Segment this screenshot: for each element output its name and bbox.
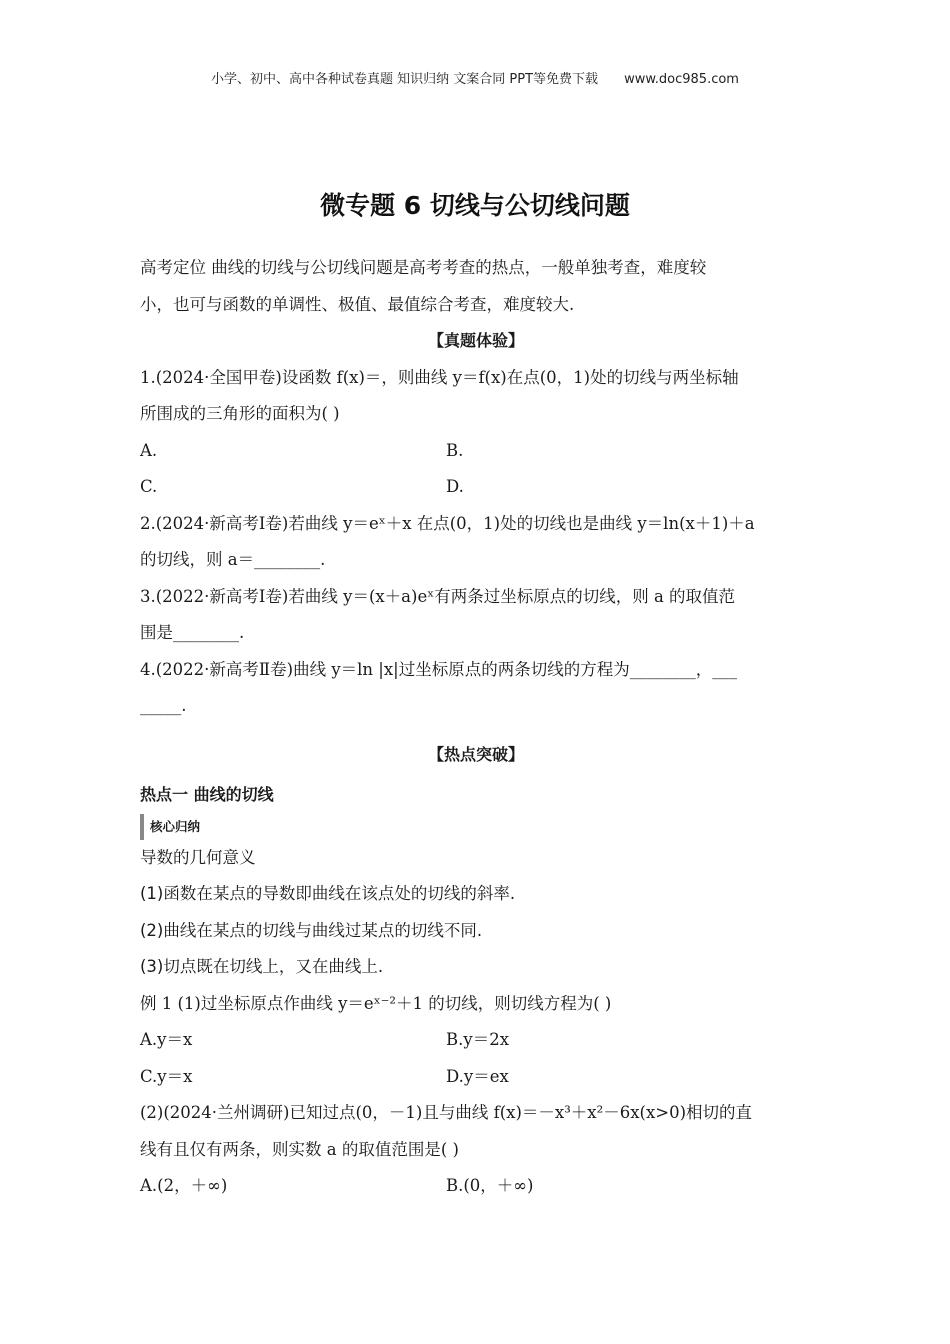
question-4-line-2: _____. [140, 696, 187, 715]
example-1-option-a: A.y＝x [140, 1030, 193, 1049]
page-header [0, 68, 950, 87]
spacer [140, 725, 812, 737]
example-1-part-2-options [140, 1168, 812, 1205]
main-content [140, 250, 812, 1205]
example-1-options-row-1 [140, 1022, 812, 1059]
question-1-line-1: 1.(2024·全国甲卷)设函数 f(x)＝，则曲线 y＝f(x)在点(0，1)处的切线与两坐标轴 [140, 367, 739, 387]
example-1-part-2-line-2: 线有且仅有两条，则实数 a 的取值范围是( ) [140, 1139, 459, 1159]
example-1-options-row-2 [140, 1059, 812, 1096]
example-1-part-2-option-a: A.(2，＋∞) [140, 1176, 228, 1195]
header-site-link[interactable]: www.doc985.com [624, 72, 739, 87]
header-text: 小学、初中、高中各种试卷真题 知识归纳 文案合同 PPT等免费下载 [211, 72, 599, 87]
question-1-line-2: 所围成的三角形的面积为( ) [140, 404, 340, 423]
option-d: D. [446, 477, 464, 496]
question-2-line-1: 2.(2024·新高考Ⅰ卷)若曲线 y＝eˣ＋x 在点(0，1)处的切线也是曲线 y＝ln(x＋1)＋a [140, 513, 755, 533]
example-1-line-1: 例 1 (1)过坐标原点作曲线 y＝eˣ⁻²＋1 的切线，则切线方程为( ) [140, 993, 612, 1013]
option-a: A. [140, 440, 158, 460]
point-2: (2)曲线在某点的切线与曲线过某点的切线不同. [140, 920, 483, 940]
section-heading-real-questions: 【真题体验】 [427, 331, 524, 350]
page-title: 微专题 6 切线与公切线问题 [320, 191, 630, 220]
example-1-part-2-option-b: B.(0，＋∞) [446, 1176, 534, 1195]
point-3: (3)切点既在切线上，又在曲线上. [140, 957, 384, 976]
intro-line-1: 高考定位 曲线的切线与公切线问题是高考考查的热点，一般单独考查，难度较 [140, 258, 707, 277]
intro-line-2: 小，也可与函数的单调性、极值、最值综合考查，难度较大. [140, 294, 575, 314]
question-1-options-row-1 [140, 433, 812, 470]
example-1-option-c: C.y＝x [140, 1066, 193, 1086]
option-c: C. [140, 477, 158, 496]
section-heading-hot-topics: 【热点突破】 [427, 744, 524, 764]
example-1-option-b: B.y＝2x [446, 1030, 509, 1049]
point-1: (1)函数在某点的导数即曲线在该点处的切线的斜率. [140, 884, 516, 903]
example-1-option-d: D.y＝ex [446, 1066, 509, 1086]
question-1-options-row-2 [140, 469, 812, 506]
question-3-line-2: 围是________. [140, 623, 245, 642]
core-summary-label: 核心归纳 [140, 814, 812, 840]
option-b: B. [446, 440, 464, 460]
example-1-part-2-line-1: (2)(2024·兰州调研)已知过点(0，－1)且与曲线 f(x)＝－x³＋x²－6x(x>0)相切的直 [140, 1103, 753, 1122]
derivative-meaning-heading: 导数的几何意义 [140, 847, 256, 867]
question-3-line-1: 3.(2022·新高考Ⅰ卷)若曲线 y＝(x＋a)eˣ有两条过坐标原点的切线，则 a 的取值范 [140, 586, 736, 606]
question-4-line-1: 4.(2022·新高考Ⅱ卷)曲线 y＝ln |x|过坐标原点的两条切线的方程为________，___ [140, 659, 737, 679]
question-2-line-2: 的切线，则 a＝________. [140, 550, 326, 569]
hot-topic-1-title: 热点一 曲线的切线 [140, 785, 274, 804]
